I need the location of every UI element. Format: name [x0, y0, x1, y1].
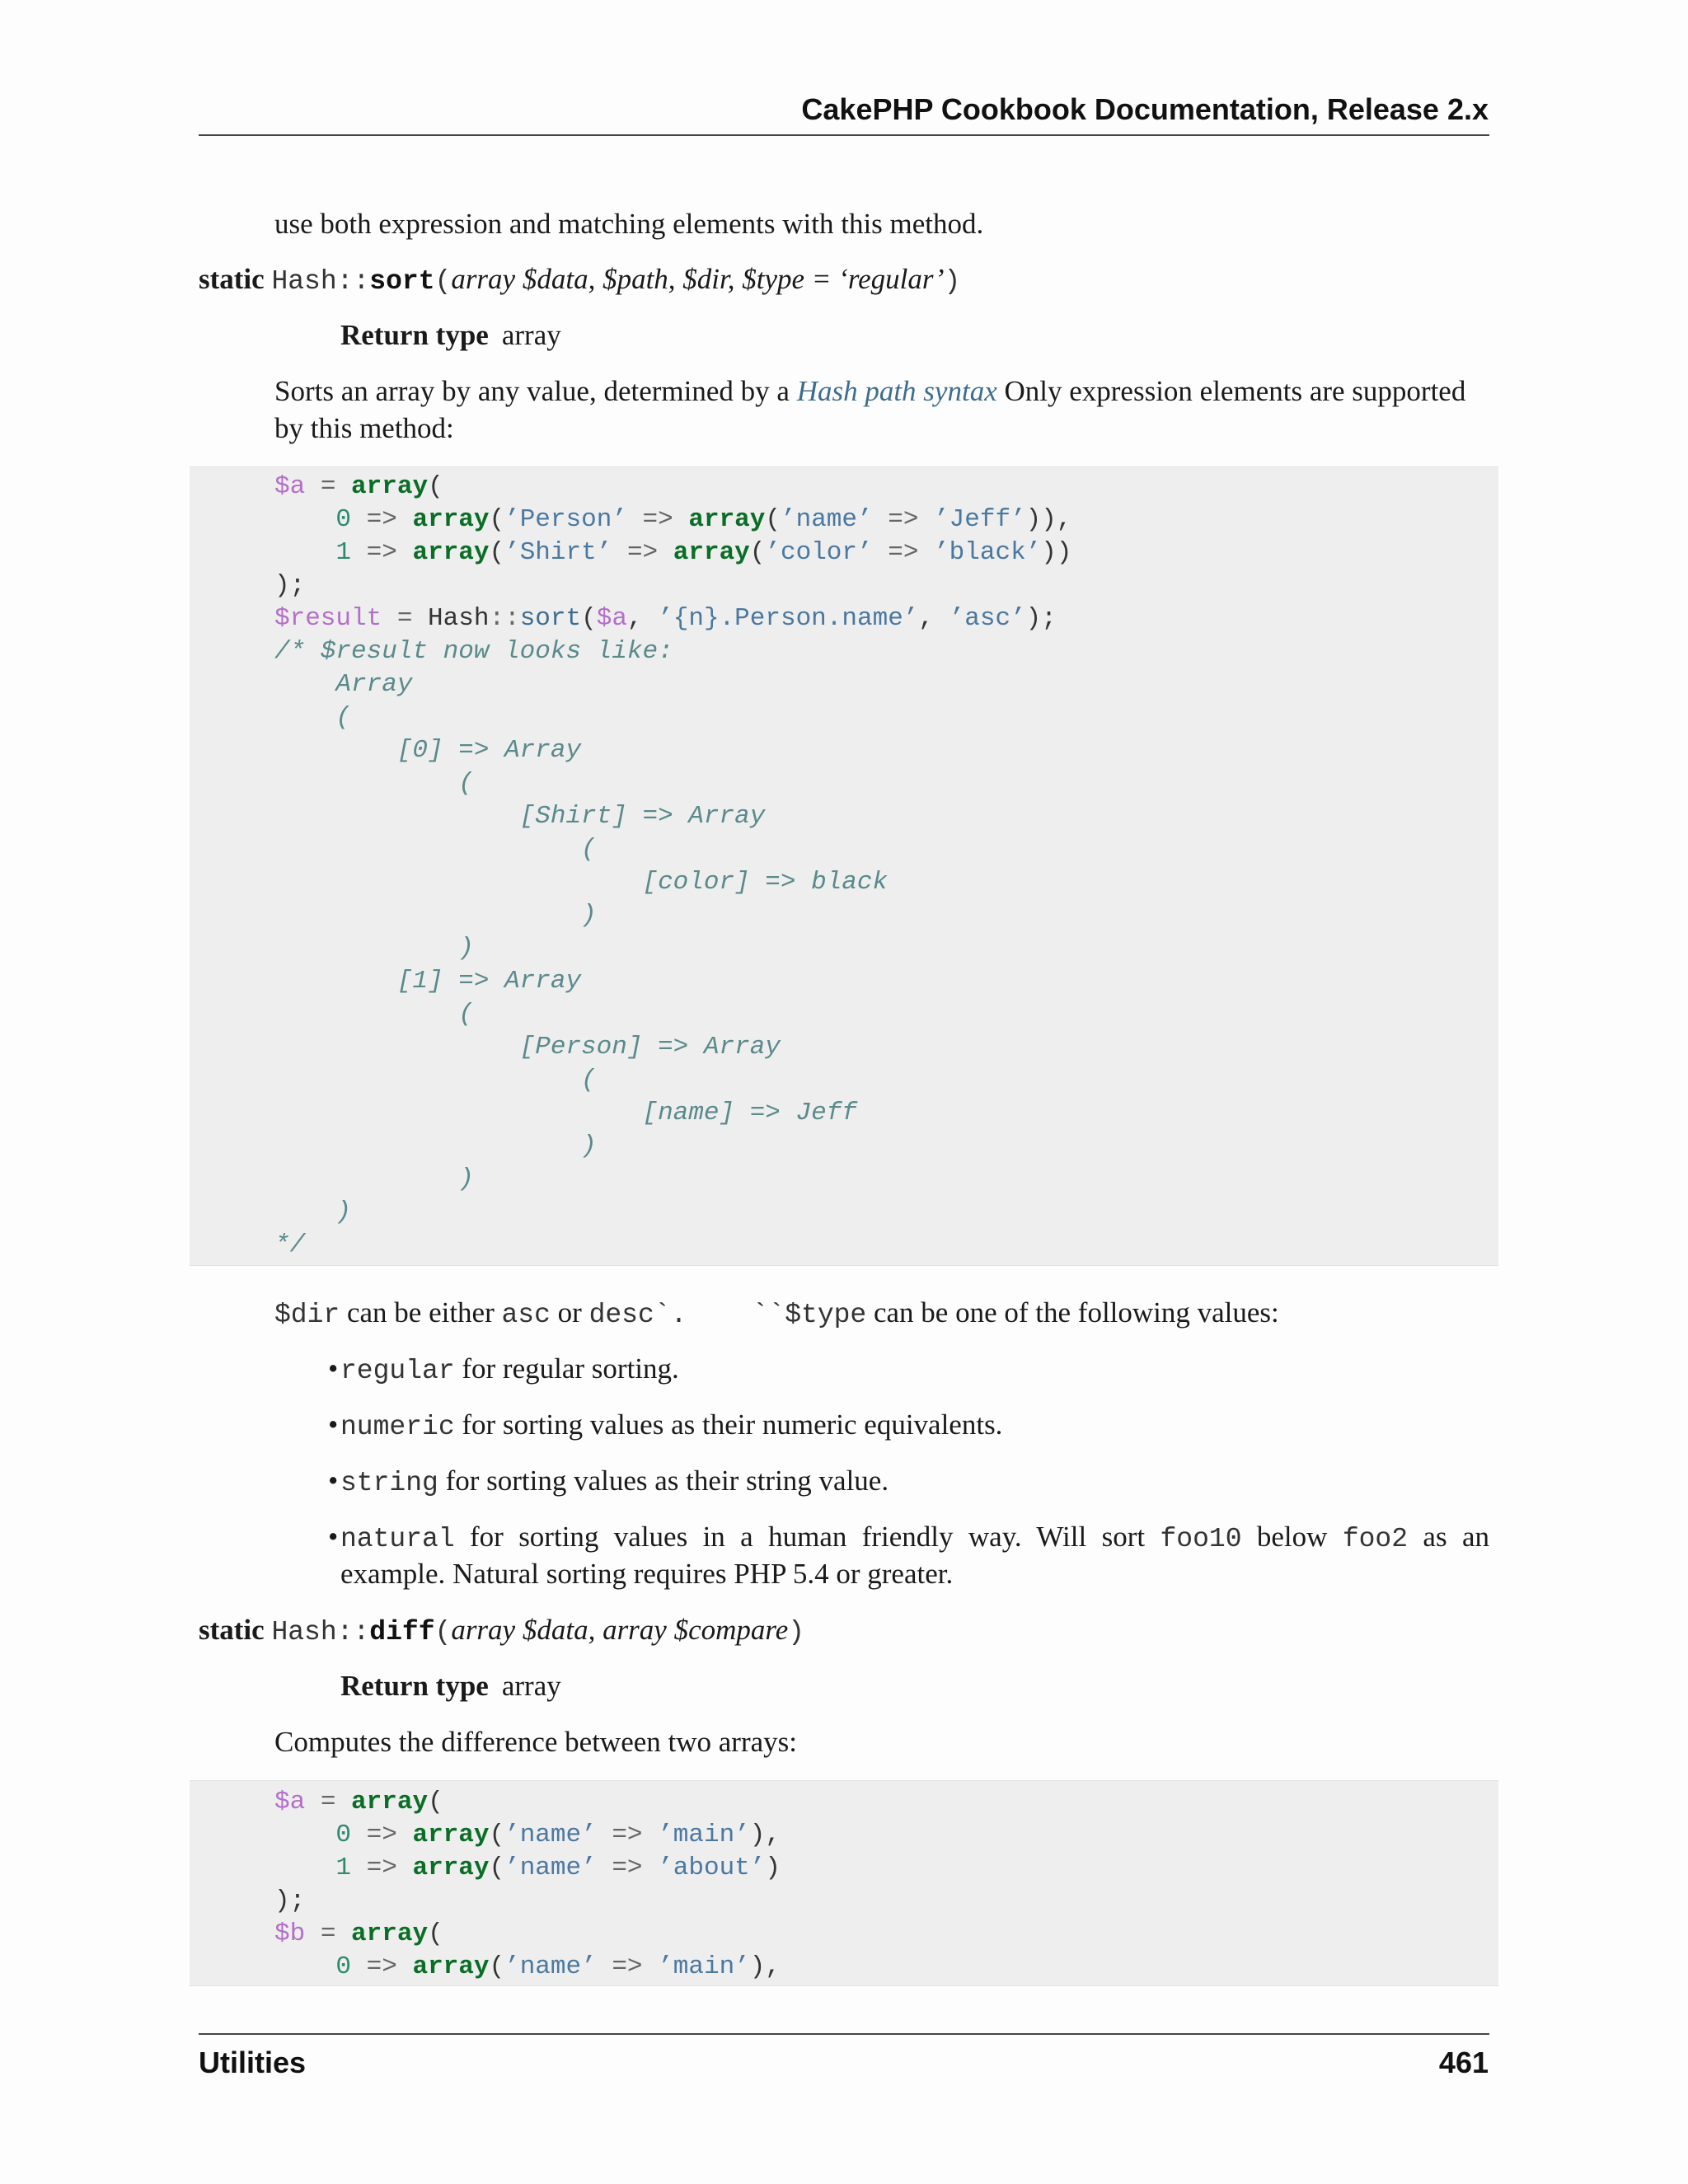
- code-block-sort-example: [190, 466, 1498, 1266]
- diff-description: Computes the difference between two arrays:: [274, 1726, 797, 1758]
- text: for sorting values in a human friendly way. Will sort: [454, 1521, 1160, 1553]
- text: or: [550, 1296, 589, 1329]
- description-text: by this method:: [274, 412, 454, 444]
- method-name: sort: [369, 266, 435, 297]
- footer-page-number: 461: [1438, 2046, 1489, 2079]
- inline-code: natural: [340, 1524, 455, 1554]
- inline-code: numeric: [340, 1412, 455, 1442]
- hash-path-syntax-link[interactable]: Hash path syntax: [796, 375, 997, 407]
- class-name: Hash::: [271, 266, 370, 297]
- code-block-diff-example: [190, 1780, 1498, 1986]
- text: for regular sorting.: [454, 1352, 679, 1385]
- text: for sorting values as their string value.: [438, 1465, 889, 1497]
- class-name: Hash::: [271, 1617, 370, 1647]
- bullet-dot: •: [328, 1465, 339, 1497]
- return-type-label: Return type: [340, 319, 489, 351]
- return-type-label: Return type: [340, 1670, 489, 1702]
- text: can be either: [340, 1296, 502, 1329]
- text: can be one of the following values:: [866, 1296, 1279, 1329]
- footer-section-title: Utilities: [199, 2046, 307, 2079]
- list-item-continuation: example. Natural sorting requires PHP 5.4 or greater.: [340, 1558, 954, 1590]
- return-type-value: array: [501, 319, 561, 351]
- sort-signature: [199, 260, 960, 300]
- running-header-title: CakePHP Cookbook Documentation, Release 2.x: [801, 92, 1489, 126]
- method-params: array $data, $path, $dir, $type = ‘regular’: [451, 263, 945, 295]
- inline-code: foo2: [1342, 1524, 1409, 1554]
- method-params: array $data, array $compare: [451, 1614, 789, 1646]
- inline-code: foo10: [1160, 1524, 1242, 1554]
- open-paren: (: [434, 266, 452, 297]
- inline-code: $dir: [274, 1300, 340, 1330]
- inline-code: desc`. ``$type: [588, 1300, 867, 1330]
- description-text: Only expression elements are supported: [996, 375, 1466, 407]
- diff-return-type: [340, 1667, 561, 1704]
- open-paren: (: [434, 1617, 452, 1647]
- diff-signature: [199, 1611, 804, 1651]
- header-rule: [199, 134, 1489, 136]
- inline-code: string: [340, 1468, 438, 1498]
- static-keyword: static: [199, 263, 265, 295]
- return-type-value: array: [501, 1670, 561, 1702]
- text: as an: [1408, 1521, 1489, 1553]
- code-sort-example: $a = array( 0 => array(’Person’ => array(’name’ => ’Jeff’)), 1 => array(’Shirt’ => array(’color’ => ’black’)) ); $result = Hash::sort($a, ’{n}.Person.name’, ’asc’); /* $result now looks like: Array ( [0] => Array ( [Shirt] => Array ( [color] => black ) ) [1] => Array ( [Person] => Array ( [name] => Jeff ) ) ) */: [274, 472, 1072, 1259]
- code-diff-example: $a = array( 0 => array(’name’ => ’main’), 1 => array(’name’ => ’about’) ); $b = array( 0 => array(’name’ => ’main’),: [274, 1788, 781, 1981]
- close-paren: ): [944, 266, 961, 297]
- static-keyword: static: [199, 1614, 265, 1646]
- method-name: diff: [369, 1617, 435, 1647]
- description-text: Sorts an array by any value, determined by a: [274, 375, 797, 407]
- text: below: [1241, 1521, 1343, 1553]
- sort-return-type: [340, 316, 561, 354]
- dir-type-description: [274, 1294, 1489, 1333]
- bullet-dot: •: [328, 1352, 339, 1385]
- inline-code: regular: [340, 1356, 455, 1386]
- intro-paragraph: use both expression and matching elements with this method.: [274, 208, 984, 240]
- footer-rule: [199, 2033, 1489, 2035]
- text: for sorting values as their numeric equivalents.: [454, 1408, 1003, 1441]
- inline-code: asc: [501, 1300, 551, 1330]
- bullet-dot: •: [328, 1521, 339, 1553]
- bullet-dot: •: [328, 1408, 339, 1441]
- sort-description: [274, 373, 1489, 447]
- close-paren: ): [788, 1617, 805, 1647]
